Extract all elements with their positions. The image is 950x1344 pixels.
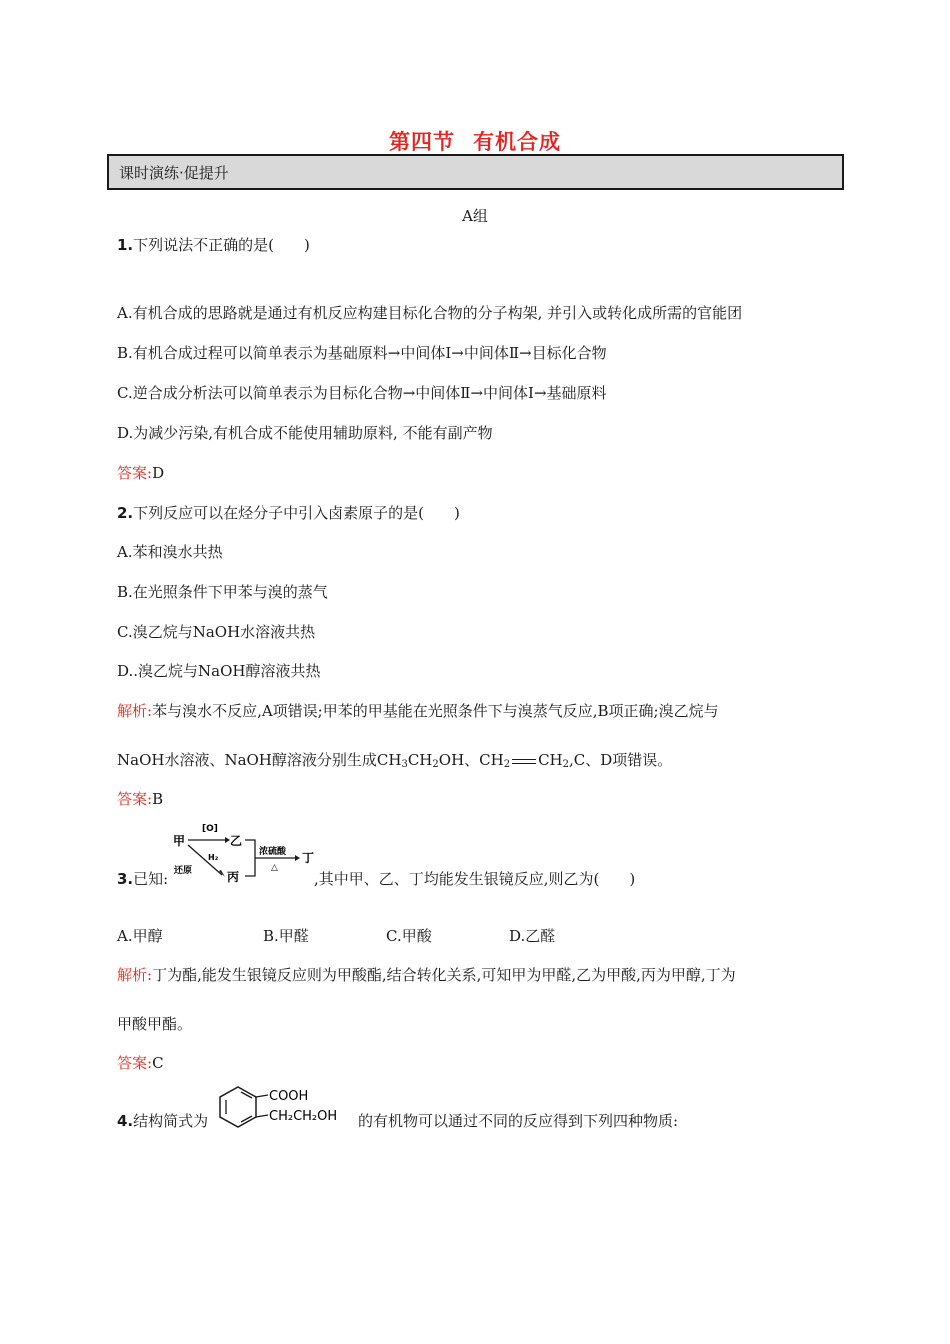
- q3-option-a: A.甲醇: [117, 927, 163, 945]
- section-banner: [107, 154, 844, 190]
- q2-option-b: B.在光照条件下甲苯与溴的蒸气: [117, 583, 328, 601]
- scheme-o: [O]: [202, 824, 218, 834]
- double-bond-icon: [512, 759, 536, 764]
- q3-option-c: C.甲酸: [386, 927, 432, 945]
- scheme-yi: 乙: [230, 834, 243, 848]
- q1-option-a: A.有机合成的思路就是通过有机反应构建目标化合物的分子构架, 并引入或转化成所需的官能团: [117, 304, 743, 322]
- q1-option-d: D.为减少污染,有机合成不能使用辅助原料, 不能有副产物: [117, 424, 493, 442]
- group-heading: A组: [462, 207, 488, 225]
- q3-option-d: D.乙醛: [509, 927, 556, 945]
- cooh-group: COOH: [269, 1089, 309, 1104]
- q1-option-c: C.逆合成分析法可以简单表示为目标化合物→中间体Ⅱ→中间体Ⅰ→基础原料: [117, 384, 607, 402]
- q3-stem-pre: 3.已知:: [117, 870, 169, 888]
- q2-answer: 答案:B: [117, 790, 164, 808]
- q1-answer: 答案:D: [117, 464, 165, 482]
- q2-option-d: D..溴乙烷与NaOH醇溶液共热: [117, 662, 321, 680]
- scheme-h2: H₂: [208, 853, 219, 862]
- q3-answer: 答案:C: [117, 1054, 164, 1072]
- scheme-ding: 丁: [302, 851, 315, 865]
- side-chain-group: CH₂CH₂OH: [269, 1109, 338, 1124]
- q3-option-b: B.甲醛: [263, 927, 309, 945]
- q2-stem: 2.下列反应可以在烃分子中引入卤素原子的是( ): [117, 504, 460, 522]
- benzene-structure: [218, 1083, 358, 1133]
- q2-analysis-line1: 解析:苯与溴水不反应,A项错误;甲苯的甲基能在光照条件下与溴蒸气反应,B项正确;溴乙烷与: [117, 702, 719, 720]
- banner-label: 课时演练·促提升: [119, 164, 229, 182]
- q3-analysis-line1: 解析:丁为酯,能发生银镜反应则为甲酸酯,结合转化关系,可知甲为甲醛,乙为甲酸,丙为甲醇,丁为: [117, 966, 736, 984]
- q3-stem-post: ,其中甲、乙、丁均能发生银镜反应,则乙为( ): [314, 870, 636, 888]
- scheme-acid: 浓硫酸: [259, 847, 287, 857]
- q2-option-c: C.溴乙烷与NaOH水溶液共热: [117, 623, 316, 641]
- scheme-jia: 甲: [173, 834, 186, 848]
- q3-analysis-line2: 甲酸甲酯。: [117, 1015, 193, 1033]
- q1-option-b: B.有机合成过程可以简单表示为基础原料→中间体Ⅰ→中间体Ⅱ→目标化合物: [117, 344, 607, 362]
- q2-option-a: A.苯和溴水共热: [117, 543, 223, 561]
- q4-stem-pre: 4.结构简式为: [117, 1112, 209, 1130]
- page-title: 第四节 有机合成: [389, 130, 561, 154]
- q4-stem-post: 的有机物可以通过不同的反应得到下列四种物质:: [358, 1112, 679, 1130]
- reaction-scheme: [170, 818, 320, 886]
- q2-analysis-line2: NaOH水溶液、NaOH醇溶液分别生成$CH_3CH_2OH$、$CH_2$ $CH_2,C$、D项错误。: [117, 751, 673, 770]
- scheme-huanyuan: 还原: [174, 866, 193, 876]
- scheme-bing: 丙: [227, 870, 240, 884]
- scheme-heat: △: [271, 863, 278, 873]
- q1-stem: 1.下列说法不正确的是( ): [117, 236, 310, 254]
